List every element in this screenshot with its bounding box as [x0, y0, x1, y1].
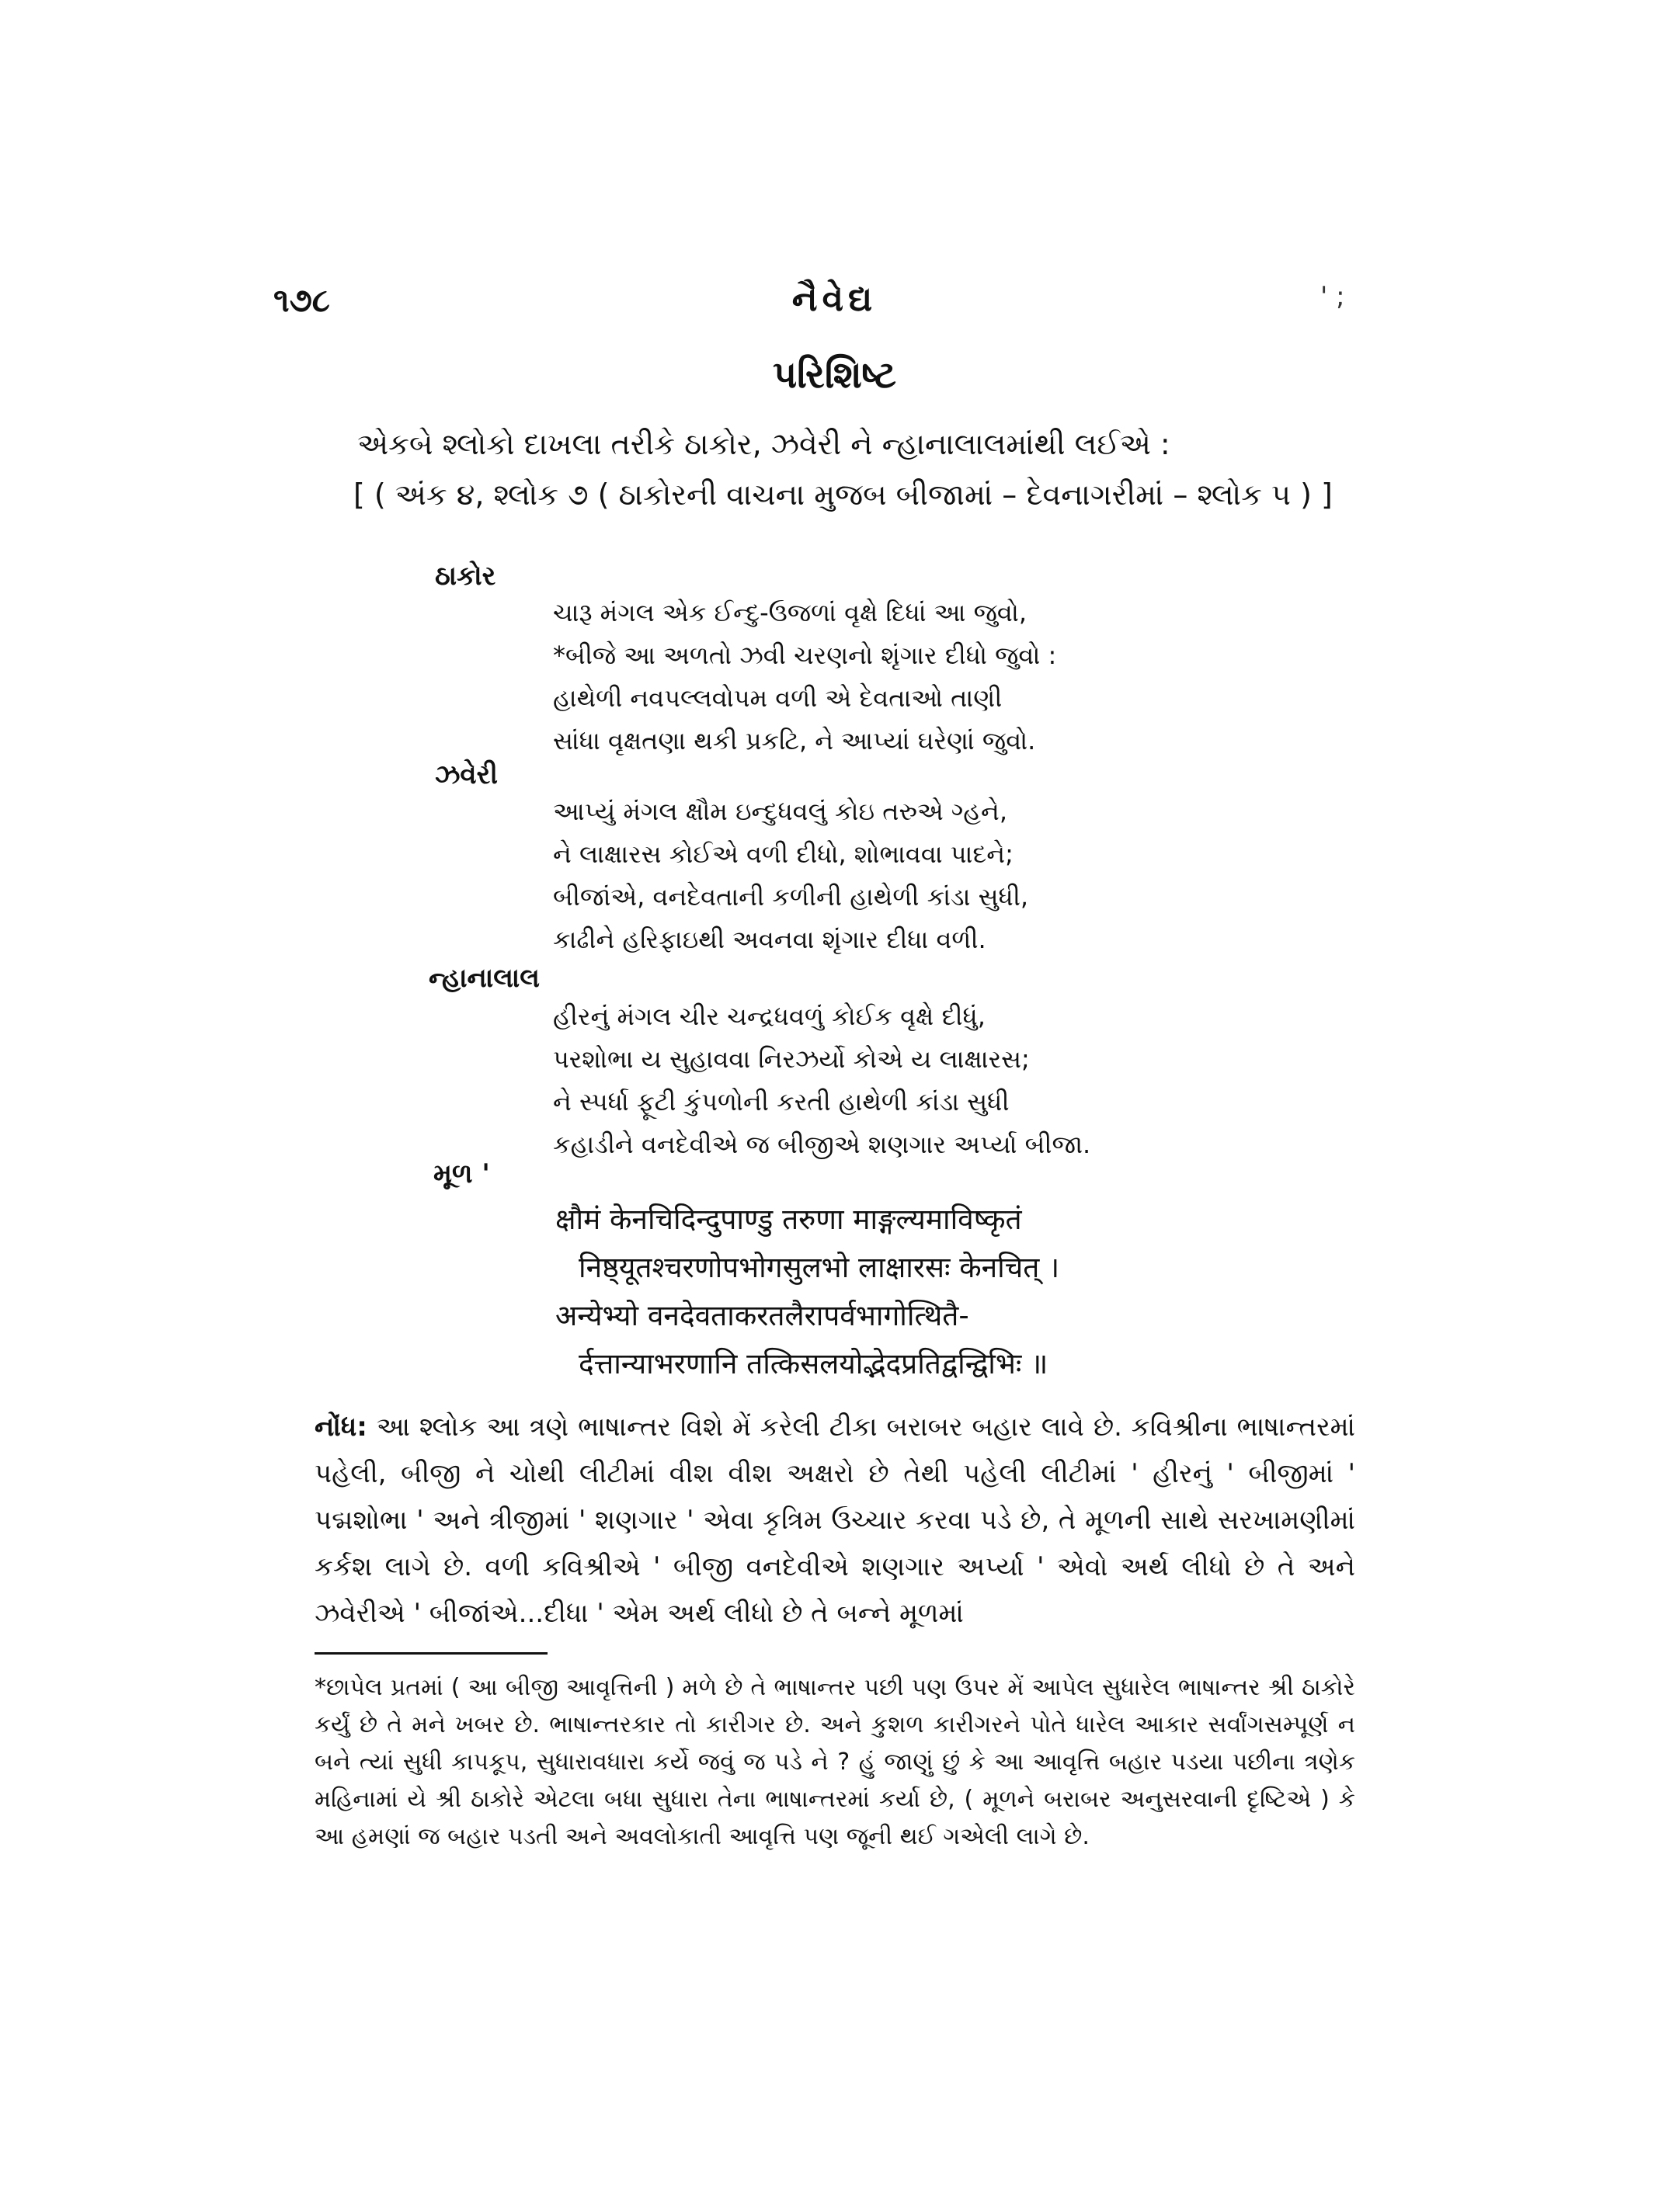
- translator-label-zaveri: ઝવેરી: [435, 759, 498, 790]
- translator-label-thakor: ઠાકોર: [435, 561, 496, 592]
- verse-thakor: [553, 592, 1056, 762]
- verse-line: ને લાક્ષારસ કોઈએ વળી દીધો, શોભાવવા પાદને;: [553, 839, 1014, 869]
- corner-mark: ' ;: [1320, 281, 1345, 312]
- page-number: ૧૭૮: [273, 281, 330, 319]
- verse-zaveri: [553, 790, 1028, 961]
- footnote-divider: [315, 1652, 548, 1655]
- translator-label-nhanalal: ન્હાનાલાલ: [429, 963, 540, 994]
- sanskrit-verse: [555, 1196, 1059, 1388]
- verse-nhanalal: [553, 995, 1090, 1166]
- verse-line: ચારૂ મંગલ એક ઈન્દુ-ઉજળાં વૃક્ષે દિધાં આ જુવો,: [553, 598, 1027, 627]
- sanskrit-line: अन्येभ्यो वनदेवताकरतलैरापर्वभागोत्थितै-: [555, 1299, 969, 1332]
- verse-line: ને સ્પર્ધા ફૂટી કુંપળોની કરતી હાથેળી કાંડા સુધી: [553, 1087, 1010, 1116]
- section-title: પરિશિષ્ટ: [773, 353, 896, 397]
- verse-line: *બીજે આ અળતો ઝવી ચરણનો શૃંગાર દીધો જુવો :: [553, 641, 1057, 670]
- sanskrit-line: क्षौमं केनचिदिन्दुपाण्डु तरुणा माङ्गल्यमाविष्कृतं: [555, 1203, 1022, 1236]
- verse-line: હીરનું મંગલ ચીર ચન્દ્રધવળું કોઈક વૃક્ષે દીધું,: [553, 1002, 986, 1031]
- footnote: *છાપેલ પ્રતમાં ( આ બીજી આવૃત્તિની ) મળે છે તે ભાષાન્તર પછી પણ ઉપર મેં આપેલ સુધારેલ ભાષાન્તર શ્રી ઠાકોરે કર્યું છે તે મને ખબર છે. ભાષાન્તરકાર તો કારીગર છે. અને કુશળ કારીગરને પોતે ધારેલ આકાર સર્વાંગસમ્પૂર્ણ ન બને ત્યાં સુધી કાપકૂપ, સુધારાવધારા કર્યે જવું જ પડે ને ? હું જાણું છું કે આ આવૃત્તિ બહાર પડયા પછીના ત્રણેક મહિનામાં યે શ્રી ઠાકોરે એટલા બધા સુધારા તેના ભાષાન્તરમાં કર્યા છે, ( મૂળને બરાબર અનુસરવાની દૃષ્ટિએ ) કે આ હમણાં જ બહાર પડતી અને અવલોકાતી આવૃત્તિ પણ જૂની થઈ ગએલી લાગે છે.: [315, 1674, 1355, 1850]
- sanskrit-line: निष्ठ्यूतश्चरणोपभोगसुलभो लाक्षारसः केनचित् ।: [579, 1251, 1060, 1284]
- verse-line: આપ્યું મંગલ ક્ષૌમ ઇન્દુધવલું કોઇ તરુએ ગ્હને,: [553, 797, 1007, 826]
- verse-line: સાંધા વૃક્ષતણા થકી પ્રકટિ, ને આપ્યાં ઘરેણાં જુવો.: [553, 726, 1036, 755]
- note-label: નોંધ:: [315, 1412, 367, 1443]
- verse-line: બીજાંએ, વનદેવતાની કળીની હાથેળી કાંડા સુધી,: [553, 882, 1029, 912]
- note-paragraph: [315, 1404, 1355, 1637]
- running-head: નૈવેદ્ય: [791, 280, 878, 319]
- note-text: આ શ્લોક આ ત્રણે ભાષાન્તર વિશે મેં કરેલી ટીકા બરાબર બહાર લાવે છે. કવિશ્રીના ભાષાન્તરમાં પહેલી, બીજી ને ચોથી લીટીમાં વીશ વીશ અક્ષરો છે તેથી પહેલી લીટીમાં ' હીરનું ' બીજીમાં ' પદ્મશોભા ' અને ત્રીજીમાં ' શણગાર ' એવા કૃત્રિમ ઉચ્ચાર કરવા પડે છે, તે મૂળની સાથે સરખામણીમાં કર્કશ લાગે છે. વળી કવિશ્રીએ ' બીજી વનદેવીએ શણગાર અર્પ્યા ' એવો અર્થ લીધો છે તે અને ઝવેરીએ ' બીજાંએ...દીધા ' એમ અર્થ લીધો છે તે બન્ને મૂળમાં: [315, 1412, 1355, 1629]
- verse-line: કાઢીને હરિફાઇથી અવનવા શૃંગાર દીધા વળી.: [553, 925, 986, 954]
- verse-reference-line: [ ( અંક ૪, શ્લોક ૭ ( ઠાકોરની વાચના મુજબ બીજામાં – દેવનાગરીમાં – શ્લોક ૫ ) ]: [353, 477, 1333, 512]
- verse-line: હાથેળી નવપલ્લવોપમ વળી એ દેવતાઓ તાણી: [553, 683, 1003, 713]
- verse-line: પરશોભા ય સુહાવવા નિરઝર્યો કોએ ય લાક્ષારસ;: [553, 1044, 1030, 1074]
- verse-line: કહાડીને વનદેવીએ જ બીજીએ શણગાર અર્પ્યા બીજા.: [553, 1130, 1091, 1159]
- original-label: મૂળ ': [433, 1158, 490, 1189]
- intro-line: એકબે શ્લોકો દાખલા તરીકે ઠાકોર, ઝવેરી ને ન્હાનાલાલમાંથી લઈએ :: [357, 427, 1170, 461]
- sanskrit-line: र्दत्तान्याभरणानि तत्किसलयोद्भेदप्रतिद्वन्द्विभिः ॥: [579, 1347, 1048, 1380]
